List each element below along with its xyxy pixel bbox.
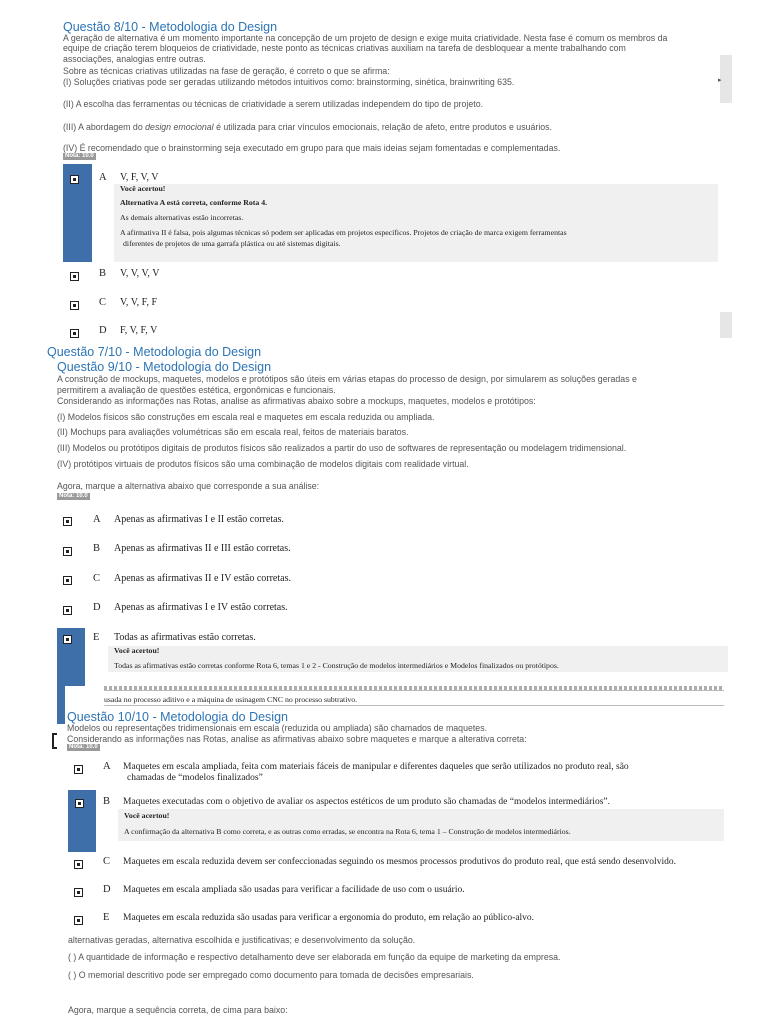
bottom-line-2: ( ) A quantidade de informação e respectivo detalhamento deve ser elaborada em função da equipe de marketing da empresa. <box>68 952 561 962</box>
option-radio-b[interactable] <box>63 547 72 556</box>
option-radio-c[interactable] <box>70 301 79 310</box>
q8-statement-2: (II) A escolha das ferramentas ou técnicas de criatividade a serem utilizadas independem do tipo de projeto. <box>63 99 484 109</box>
option-text[interactable]: Todas as afirmativas estão corretas. <box>114 632 256 643</box>
feedback-answer: Alternativa A está correta, conforme Rota 4. <box>120 198 268 207</box>
option-letter: A <box>99 172 107 183</box>
option-radio-b[interactable] <box>70 272 79 281</box>
overlap-line: usada no processo aditivo e a máquina de usinagem CNC no processo subtrativo. <box>104 695 358 704</box>
q8-statement-3: (III) A abordagem do design emocional é utilizada para criar vínculos emocionais, relação de afeto, entre produtos e usuários. <box>63 122 553 132</box>
score-badge: Nota: 10.0 <box>65 153 94 159</box>
question-7-title: Questão 7/10 - Metodologia do Design <box>47 345 262 359</box>
bottom-line-3: ( ) O memorial descritivo pode ser empregado como documento para tomada de decisões empresariais. <box>68 970 474 980</box>
option-letter: B <box>103 796 111 807</box>
option-letter: E <box>103 912 110 923</box>
q9-ask: Agora, marque a alternativa abaixo que corresponde a sua análise: <box>57 481 320 491</box>
option-letter: E <box>93 632 100 643</box>
overlap-divider <box>104 690 724 691</box>
q9-intro-line-2: permitirem a avaliação de questões estética, ergonômicas e funcionais. <box>57 385 336 395</box>
question-10-title: Questão 10/10 - Metodologia do Design <box>67 710 288 724</box>
feedback-line: A afirmativa II é falsa, pois algumas técnicas só podem ser aplicadas em projetos específicos. Projetos de criação de marca exigem ferramentas <box>120 228 567 237</box>
answer-feedback-box <box>114 184 718 262</box>
option-radio-a[interactable] <box>63 517 72 526</box>
option-text[interactable]: Apenas as afirmativas II e III estão corretas. <box>114 543 291 554</box>
option-letter: D <box>103 884 111 895</box>
bottom-line-1: alternativas geradas, alternativa escolhida e justificativas; e desenvolvimento da solução. <box>68 935 416 945</box>
option-letter: C <box>103 856 111 867</box>
bottom-line-4: Agora, marque a sequência correta, de cima para baixo: <box>68 1005 288 1015</box>
feedback-line: diferentes de projetos de uma garrafa plástica ou até sistemas digitais. <box>123 239 341 248</box>
q9-statement-1: (I) Modelos físicos são construções em escala real e maquetes em escala reduzida ou ampliada. <box>57 412 435 422</box>
q9-statement-3: (III) Modelos ou protótipos digitais de produtos físicos são realizados a partir do uso de softwares de representação ou modelagem tridimensional. <box>57 443 627 453</box>
option-text[interactable]: V, V, F, F <box>120 297 158 308</box>
option-letter: C <box>93 573 101 584</box>
option-letter: B <box>93 543 101 554</box>
option-letter: C <box>99 297 107 308</box>
q8-intro-line-2: equipe de criação terem bloqueios de criatividade, neste ponto as técnicas criativas auxiliam na tarefa de desbloquear a mente trabalhando com <box>63 43 626 53</box>
feedback-line: A confirmação da alternativa B como correta, e as outras como erradas, se encontra na Rota 6, tema 1 – Construção de modelos intermediários. <box>124 827 571 836</box>
feedback-correct-label: Você acertou! <box>114 646 160 655</box>
score-badge: Nota: 10.0 <box>69 744 98 750</box>
q8-intro-line-3: associações, analogias entre outras. <box>63 54 206 64</box>
q9-prompt: Considerando as informações nas Rotas, analise as afirmativas abaixo sobre a mockups, maquetes, modelos e protótipos: <box>57 396 536 406</box>
option-text[interactable]: Apenas as afirmativas I e IV estão corretas. <box>114 602 288 613</box>
option-radio-e[interactable] <box>74 916 83 925</box>
option-letter: D <box>99 325 107 336</box>
option-radio-d[interactable] <box>74 888 83 897</box>
option-radio-a[interactable] <box>74 765 83 774</box>
option-text[interactable]: Maquetes executadas com o objetivo de avaliar os aspectos estéticos de um produto são chamadas de “modelos intermediários”. <box>123 797 610 807</box>
option-letter: A <box>93 514 101 525</box>
score-badge: Nota: 10.0 <box>59 493 88 499</box>
option-text[interactable]: Apenas as afirmativas I e II estão corretas. <box>114 514 284 525</box>
overlap-divider <box>104 705 724 706</box>
answer-feedback-box <box>118 809 724 841</box>
scroll-edge <box>720 312 732 338</box>
selected-answer-bar <box>57 686 65 724</box>
feedback-correct-label: Você acertou! <box>120 184 166 193</box>
option-text[interactable]: Maquetes em escala reduzida são usadas para verificar a ergonomia do produto, em relação ao público-alvo. <box>123 913 535 923</box>
feedback-line: Todas as afirmativas estão corretas conforme Rota 6, temas 1 e 2 - Construção de modelos intermediários e Modelos finalizados ou protótipos. <box>114 661 559 670</box>
option-letter: D <box>93 602 101 613</box>
option-letter: A <box>103 761 111 772</box>
q9-statement-4: (IV) protótipos virtuais de produtos físicos são uma combinação de modelos digitais com realidade virtual. <box>57 459 469 469</box>
option-radio-d[interactable] <box>63 606 72 615</box>
bracket-icon <box>52 733 57 749</box>
option-text[interactable]: Apenas as afirmativas II e IV estão corretas. <box>114 573 291 584</box>
question-8-title: Questão 8/10 - Metodologia do Design <box>63 20 278 34</box>
option-text[interactable]: F, V, F, V <box>120 325 158 336</box>
option-radio-e[interactable] <box>63 635 72 644</box>
q10-prompt: Considerando as informações nas Rotas, analise as afirmativas abaixo sobre maquetes e marque a alterativa correta: <box>67 734 527 744</box>
option-radio-c[interactable] <box>74 860 83 869</box>
option-text[interactable]: Maquetes em escala reduzida devem ser confeccionadas seguindo os mesmos processos produtivos do produto real, que está sendo desenvolvido. <box>123 857 676 867</box>
feedback-line: As demais alternativas estão incorretas. <box>120 213 244 222</box>
question-9-title: Questão 9/10 - Metodologia do Design <box>57 360 272 374</box>
q9-statement-2: (II) Mochups para avaliações volumétricas são em escala real, feitos de materiais baratos. <box>57 427 409 437</box>
q9-intro-line-1: A construção de mockups, maquetes, modelos e protótipos são úteis em várias etapas do processo de design, por simularem as soluções geradas e <box>57 374 637 384</box>
option-radio-c[interactable] <box>63 576 72 585</box>
q8-statement-4: (IV) É recomendado que o brainstorming seja executado em grupo para que mais ideias sejam fomentadas e complementadas. <box>63 143 561 153</box>
feedback-correct-label: Você acertou! <box>124 811 170 820</box>
q8-intro-line-1: A geração de alternativa é um momento importante na concepção de um projeto de design e exige muita criatividade. Nesta fase é comum os membros da <box>63 33 668 43</box>
option-text[interactable]: V, F, V, V <box>120 172 159 183</box>
option-radio-b[interactable] <box>75 799 84 808</box>
option-radio-d[interactable] <box>70 329 79 338</box>
q10-intro-line-1: Modelos ou representações tridimensionais em escala (reduzida ou ampliada) são chamados de maquetes. <box>67 723 488 733</box>
option-text[interactable]: Maquetes em escala ampliada são usadas para verificar a facilidade de uso com o usuário. <box>123 885 465 895</box>
option-text[interactable]: V, V, V, V <box>120 268 160 279</box>
small-arrow-icon: ▸ <box>718 77 722 84</box>
option-text[interactable]: Maquetes em escala ampliada, feita com materiais fáceis de manipular e diferentes daqueles que serão utilizados no produto real, são <box>123 762 629 772</box>
option-letter: B <box>99 268 107 279</box>
q8-statement-1: (I) Soluções criativas pode ser geradas utilizando métodos intuitivos como: brainstorming, sinética, brainwriting 635. <box>63 77 515 87</box>
option-radio-a[interactable] <box>70 175 79 184</box>
option-text-continued[interactable]: chamadas de “modelos finalizados” <box>127 773 263 783</box>
q8-prompt: Sobre as técnicas criativas utilizadas na fase de geração, é correto o que se afirma: <box>63 66 390 76</box>
